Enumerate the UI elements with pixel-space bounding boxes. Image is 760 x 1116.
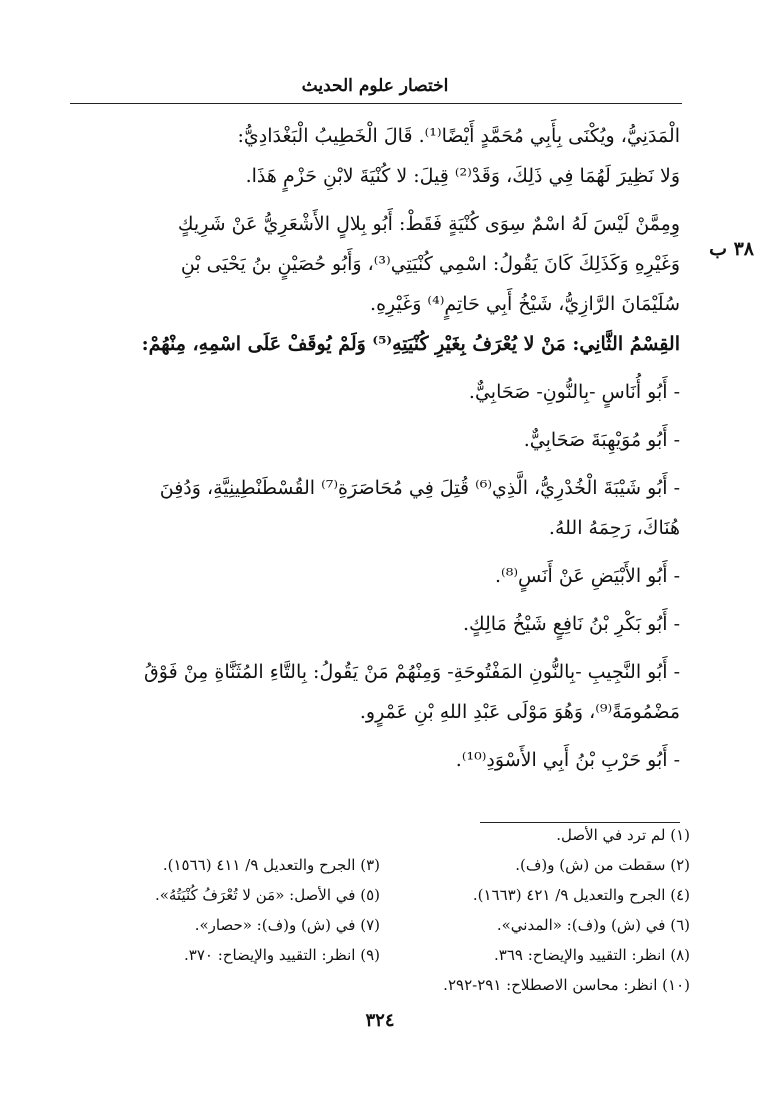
list-item-continuation: هُنَاكَ، رَحِمَهُ اللهُ. bbox=[548, 517, 680, 539]
footnote-2: (٢) سقطت من (ش) و(ف). bbox=[515, 856, 690, 874]
list-item: - أَبُو مُوَيْهِبَةَ صَحَابِيٌّ. bbox=[523, 429, 680, 451]
footnote-4: (٤) الجرح والتعديل ٩/ ٤٢١ (١٦٦٣). bbox=[472, 886, 690, 904]
list-item: - أَبُو شَيْبَةَ الْخُدْرِيُّ، الَّذِي⁽⁶⁾ قُتِلَ فِي مُحَاصَرَةِ⁽⁷⁾ القُسْطَنْطِينِيَّةِ، وَدُفِنَ bbox=[159, 477, 680, 499]
text-line: وَلا نَظِيرَ لَهُمَا فِي ذَلِكَ، وَقَدْ⁽²⁾ قِيلَ: لا كُنْيَةَ لابْنِ حَزْمٍ هَذَا. bbox=[245, 165, 680, 187]
text-line: وَغَيْرِهِ وَكَذَلِكَ كَانَ يَقُولُ: اسْمِي كُنْيَتِي⁽³⁾، وَأَبُو حُصَيْنٍ بنُ يَحْيَى بْنِ bbox=[180, 253, 680, 275]
list-item: - أَبُو أُنَاسٍ -بِالنُّونِ- صَحَابِيٌّ. bbox=[468, 381, 680, 403]
list-item: - أَبُو حَرْبِ بْنُ أَبِي الأَسْوَدِ⁽¹⁰⁾. bbox=[455, 749, 680, 771]
manuscript-folio-note: ٣٨ ب bbox=[709, 238, 754, 260]
page-number: ٣٢٤ bbox=[365, 1010, 395, 1031]
footnote-7: (٧) في (ش) و(ف): «حصار». bbox=[194, 916, 380, 934]
list-item-continuation: مَضْمُومَةً⁽⁹⁾، وَهُوَ مَوْلَى عَبْدِ اللهِ بْنِ عَمْرٍو. bbox=[359, 701, 680, 723]
text-line: سُلَيْمَانَ الرَّازِيُّ، شَيْخُ أَبِي حَاتِمٍ⁽⁴⁾ وَغَيْرِهِ. bbox=[370, 293, 680, 315]
footnote-3: (٣) الجرح والتعديل ٩/ ٤١١ (١٥٦٦). bbox=[162, 856, 380, 874]
footnote-5: (٥) في الأصل: «مَن لا تُعْرَفُ كُنْيَتُهُ». bbox=[154, 886, 380, 904]
list-item: - أَبُو الأَبْيَضِ عَنْ أَنَسٍ⁽⁸⁾. bbox=[495, 565, 680, 587]
section-heading-line: القِسْمُ الثَّانِي: مَنْ لا يُعْرَفُ بِغَيْرِ كُنْيَتِهِ⁽⁵⁾ وَلَمْ يُوقَفْ عَلَى اسْمِهِ، مِنْهُمْ: bbox=[141, 333, 680, 355]
header-rule bbox=[70, 103, 682, 104]
list-item: - أَبُو النَّجِيبِ -بِالنُّونِ المَفْتُوحَةِ- وَمِنْهُمْ مَنْ يَقُولُ: بِالتَّاءِ المُثَنَّاةِ مِنْ فَوْقُ bbox=[144, 661, 680, 683]
footnote-9: (٩) انظر: التقييد والإيضاح: ٣٧٠. bbox=[183, 946, 380, 964]
list-item: - أَبُو بَكْرِ بْنُ نَافِعٍ شَيْخُ مَالِكٍ. bbox=[462, 613, 680, 635]
footnote-1: (١) لم ترد في الأصل. bbox=[556, 826, 690, 844]
footnote-6: (٦) في (ش) و(ف): «المدني». bbox=[496, 916, 690, 934]
running-head: اختصار علوم الحديث bbox=[301, 76, 449, 96]
footnote-10: (١٠) انظر: محاسن الاصطلاح: ٢٩١-٢٩٢. bbox=[443, 976, 690, 994]
text-line: الْمَدَنِيُّ، ويُكْنَى بِأَبِي مُحَمَّدٍ أَيْضًا⁽¹⁾. قَالَ الْخَطِيبُ الْبَغْدَادِيُّ: bbox=[237, 125, 680, 147]
main-text bbox=[68, 116, 680, 780]
footnote-rule bbox=[480, 822, 680, 823]
footnote-8: (٨) انظر: التقييد والإيضاح: ٣٦٩. bbox=[493, 946, 690, 964]
text-line: وِمِمَّنْ لَيْسَ لَهُ اسْمٌ سِوَى كُنْيَةٍ فَقَطْ: أَبُو بِلالٍ الأَشْعَرِيُّ عَنْ شَرِيكٍ bbox=[177, 213, 680, 235]
